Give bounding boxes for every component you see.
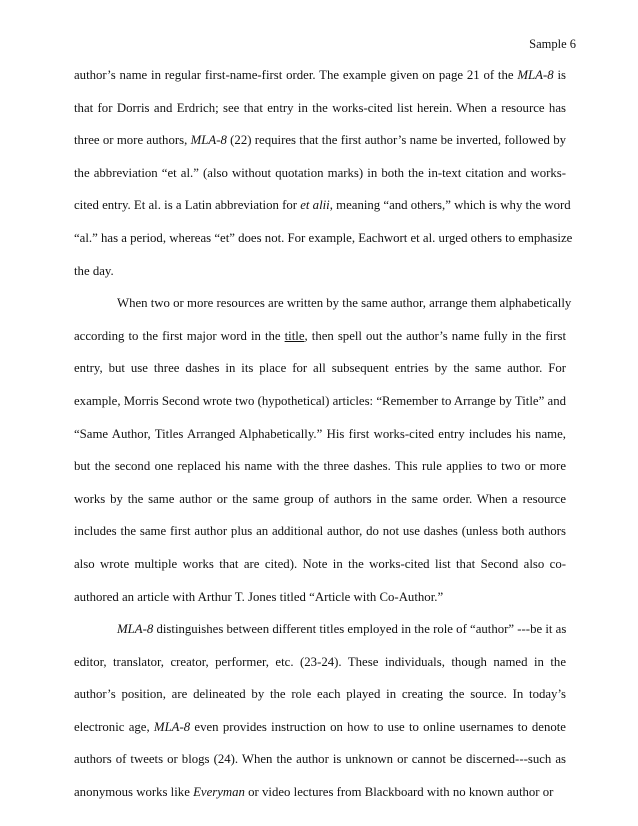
- text-line: [74, 646, 566, 679]
- text-line: [74, 483, 566, 516]
- italic-text: MLA-8: [517, 68, 554, 82]
- text-run: but the second one replaced his name with the three dashes. This rule applies to two or more: [74, 459, 566, 474]
- text-line: [74, 189, 571, 222]
- italic-text: et alii: [300, 198, 330, 213]
- text-line: [74, 157, 566, 190]
- text-line: [74, 613, 566, 646]
- text-run: also wrote multiple works that are cited). Note in the works-cited list that Second also co-: [74, 556, 566, 571]
- text-run: electronic age,: [74, 719, 154, 734]
- running-head: Sample 6: [529, 37, 576, 51]
- text-run: author’s name in regular first-name-first order. The example given on page 21 of the: [74, 68, 518, 82]
- text-run: works by the same author or the same group of authors in the same order. When a resource: [74, 491, 566, 506]
- text-line: [74, 59, 566, 92]
- text-line: [74, 255, 566, 288]
- text-run: author’s position, are delineated by the role each played in creating the source. In today’s: [74, 687, 566, 702]
- underlined-text: title: [284, 328, 305, 343]
- text-line: [74, 450, 566, 483]
- text-line: [74, 124, 566, 157]
- italic-text: MLA-8: [153, 719, 191, 734]
- text-line: [74, 711, 566, 744]
- paragraph: [74, 59, 573, 287]
- text-run: (22) requires that the first author’s name be inverted, followed by: [226, 133, 566, 148]
- text-run: includes the same first author plus an additional author, do not use dashes (unless both authors: [74, 524, 566, 539]
- text-run: “Same Author, Titles Arranged Alphabetically.” His first works-cited entry includes his name,: [74, 426, 566, 441]
- text-run: or video lectures from Blackboard with no known author or: [244, 785, 554, 800]
- text-run: according to the first major word in the: [74, 328, 285, 343]
- text-line: [74, 92, 566, 125]
- text-run: example, Morris Second wrote two (hypothetical) articles: “Remember to Arrange by Title” and: [74, 393, 566, 408]
- text-run: three or more authors,: [74, 133, 191, 148]
- text-line: [74, 678, 566, 711]
- italic-text: MLA-8: [190, 133, 227, 148]
- text-run: authored an article with Arthur T. Jones titled “Article with Co-Author.”: [74, 589, 444, 604]
- text-line: [74, 287, 572, 320]
- text-line: [74, 776, 566, 809]
- text-line: [74, 320, 566, 353]
- text-run: that for Dorris and Erdrich; see that entry in the works-cited list herein. When a resource has: [74, 100, 566, 115]
- text-line: [74, 222, 573, 255]
- text-line: [74, 743, 566, 776]
- text-run: entry, but use three dashes in its place for all subsequent entries by the same author. For: [74, 361, 566, 376]
- italic-text: MLA-8: [117, 622, 154, 637]
- text-run: the abbreviation “et al.” (also without quotation marks) in both the in-text citation and works-: [74, 165, 566, 180]
- text-run: the day.: [74, 263, 114, 278]
- paragraph: [74, 613, 566, 809]
- text-line: [74, 581, 566, 614]
- text-run: distinguishes between different titles employed in the role of “author” ---be it as: [153, 622, 567, 637]
- paragraph: [74, 287, 572, 613]
- italic-text: Everyman: [193, 785, 245, 800]
- text-run: , then spell out the author’s name fully in the first: [304, 328, 566, 343]
- text-line: [74, 352, 566, 385]
- text-run: even provides instruction on how to use to online usernames to denote: [190, 719, 566, 734]
- text-run: “al.” has a period, whereas “et” does not. For example, Eachwort et al. urged others to emphasize: [74, 230, 573, 245]
- text-run: cited entry. Et al. is a Latin abbreviation for: [74, 198, 301, 213]
- text-line: [74, 515, 566, 548]
- text-run: is: [553, 68, 566, 82]
- body-text: [74, 59, 573, 809]
- text-run: editor, translator, creator, performer, etc. (23-24). These individuals, though named in the: [74, 654, 566, 669]
- text-run: , meaning “and others,” which is why the word: [329, 198, 571, 213]
- text-line: [74, 385, 566, 418]
- text-run: authors of tweets or blogs (24). When the author is unknown or cannot be discerned---such as: [74, 752, 566, 767]
- text-run: When two or more resources are written by the same author, arrange them alphabetically: [117, 296, 572, 311]
- text-line: [74, 418, 566, 451]
- text-line: [74, 548, 566, 581]
- text-run: anonymous works like: [74, 785, 194, 800]
